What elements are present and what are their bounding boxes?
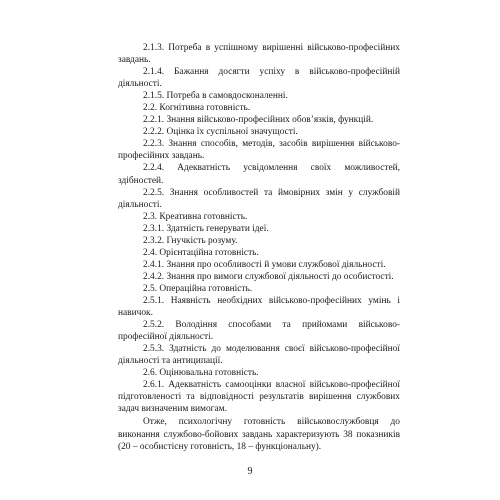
page-number: 9 (247, 466, 253, 477)
item-2-5-1: 2.5.1. Наявність необхідних військово-професійних умінь і навичок. (118, 295, 400, 319)
item-2-4-2: 2.4.2. Знання про вимоги службової діяльності до особистості. (143, 271, 394, 282)
item-2-3-1: 2.3.1. Здатність генерувати ідеї. (143, 223, 269, 234)
item-2-2-4: 2.2.4. Адекватність усвідомлення своїх можливостей, здібностей. (118, 163, 400, 186)
item-2-5-3: 2.5.3. Здатність до моделювання своєї військово-професійної діяльності та антиципації. (118, 344, 400, 367)
item-2-2-2: 2.2.2. Оцінка їх суспільної значущості. (143, 127, 298, 138)
item-2-1-5: 2.1.5. Потреба в самовдосконаленні. (143, 91, 288, 102)
section-2-2-heading: 2.2. Когнітивна готовність. (143, 103, 251, 114)
item-2-4-1: 2.4.1. Знання про особливості й умови службової діяльності. (143, 259, 386, 270)
section-2-6-heading: 2.6. Оцінювальна готовність. (143, 368, 259, 379)
section-2-5-heading: 2.5. Операційна готовність. (143, 283, 253, 294)
item-2-3-2: 2.3.2. Гнучкість розуму. (143, 235, 238, 246)
item-2-2-5: 2.2.5. Знання особливостей та ймовірних змін у службовій діяльності. (118, 187, 400, 210)
item-2-1-3: 2.1.3. Потреба в успішному вирішенні військово-професійних завдань. (118, 43, 400, 66)
document-body (118, 42, 400, 453)
section-2-3-heading: 2.3. Креативна готовність. (143, 211, 248, 222)
item-2-5-2: 2.5.2. Володіння способами та прийомами військово-професійної діяльності. (118, 320, 400, 343)
item-2-2-3: 2.2.3. Знання способів, методів, засобів вирішення військово-професійних завдань. (118, 139, 400, 162)
item-2-6-1: 2.6.1. Адекватність самооцінки власної військово-професійної підготовленості та відповідності результатів вирішення службових задач визначеним вимогам. (118, 380, 400, 415)
item-2-1-4: 2.1.4. Бажання досягти успіху в військово-професійній діяльності. (118, 67, 400, 90)
item-2-2-1: 2.2.1. Знання військово-професійних обов’язків, функцій. (143, 115, 374, 126)
section-2-4-heading: 2.4. Орієнтаційна готовність. (143, 247, 259, 258)
conclusion-paragraph: Отже, психологічну готовність військовослужбовця до виконання службово-бойових завдань характеризують 38 показників (20 – особистісну готовність, 18 – функціональну). (118, 417, 400, 452)
